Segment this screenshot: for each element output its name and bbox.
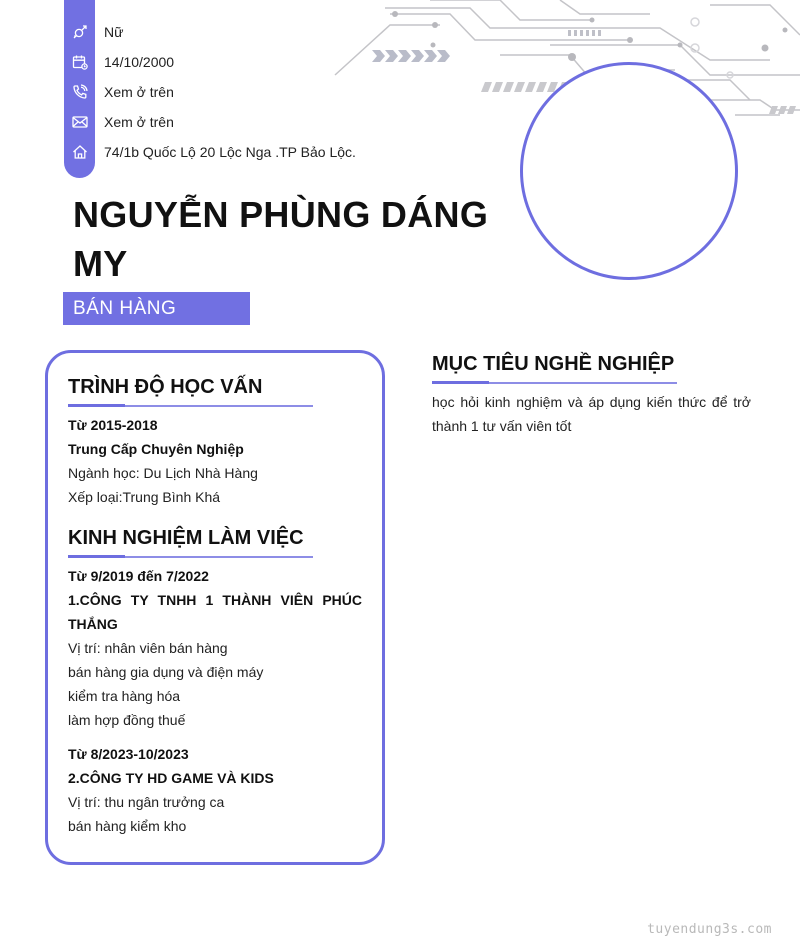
- phone-icon: [64, 84, 95, 100]
- education-major: Ngành học: Du Lịch Nhà Hàng: [68, 465, 258, 481]
- job-1-company: 1.CÔNG TY TNHH 1 THÀNH VIÊN PHÚC: [68, 592, 362, 608]
- name-line-2: MY: [73, 243, 128, 284]
- gender-text: Nữ: [104, 24, 124, 40]
- education-title: TRÌNH ĐỘ HỌC VẤN: [68, 376, 263, 398]
- contact-email: [64, 107, 174, 137]
- experience-title: KINH NGHIỆM LÀM VIỆC: [68, 527, 304, 549]
- birthday-text: 14/10/2000: [104, 54, 175, 70]
- contact-gender: [64, 17, 123, 47]
- job-1-detail: Vị trí: nhân viên bán hàng: [68, 640, 228, 656]
- home-icon: [64, 144, 95, 160]
- objective-divider-accent: [432, 381, 489, 384]
- name-line-1: NGUYỄN PHÙNG DÁNG: [73, 194, 489, 235]
- job-2-period: Từ 8/2023-10/2023: [68, 746, 189, 762]
- job-1-detail: bán hàng gia dụng và điện máy: [68, 664, 264, 680]
- candidate-name: [73, 190, 493, 288]
- education-period: Từ 2015-2018: [68, 417, 158, 433]
- job-1-company-cont: THẮNG: [68, 616, 118, 632]
- education-school: Trung Cấp Chuyên Nghiệp: [68, 441, 244, 457]
- job-1-detail: kiểm tra hàng hóa: [68, 688, 181, 704]
- watermark: tuyendung3s.com: [647, 922, 772, 937]
- mail-icon: [64, 115, 95, 129]
- calendar-icon: [64, 54, 95, 70]
- experience-divider-accent: [68, 555, 125, 558]
- contact-birthday: [64, 47, 174, 77]
- contact-phone: [64, 77, 174, 107]
- address-text: 74/1b Quốc Lộ 20 Lộc Nga .TP Bảo Lộc.: [104, 144, 356, 160]
- job-2-company: 2.CÔNG TY HD GAME VÀ KIDS: [68, 770, 274, 786]
- education-divider-accent: [68, 404, 125, 407]
- phone-text: Xem ở trên: [104, 84, 174, 100]
- job-1-detail: làm hợp đồng thuế: [68, 712, 186, 728]
- contact-address: [64, 137, 356, 167]
- job-1-period: Từ 9/2019 đến 7/2022: [68, 568, 209, 584]
- objective-title: MỤC TIÊU NGHỀ NGHIỆP: [432, 353, 675, 375]
- profile-photo: [520, 62, 738, 280]
- education-grade: Xếp loại:Trung Bình Khá: [68, 489, 221, 505]
- gender-icon: [64, 24, 95, 40]
- job-2-detail: Vị trí: thu ngân trưởng ca: [68, 794, 225, 810]
- job-2-detail: bán hàng kiểm kho: [68, 818, 187, 834]
- email-text: Xem ở trên: [104, 114, 174, 130]
- job-role-badge: BÁN HÀNG: [63, 292, 250, 325]
- objective-text: học hỏi kinh nghiệm và áp dụng kiến thức để trở thành 1 tư vấn viên tốt: [432, 394, 751, 434]
